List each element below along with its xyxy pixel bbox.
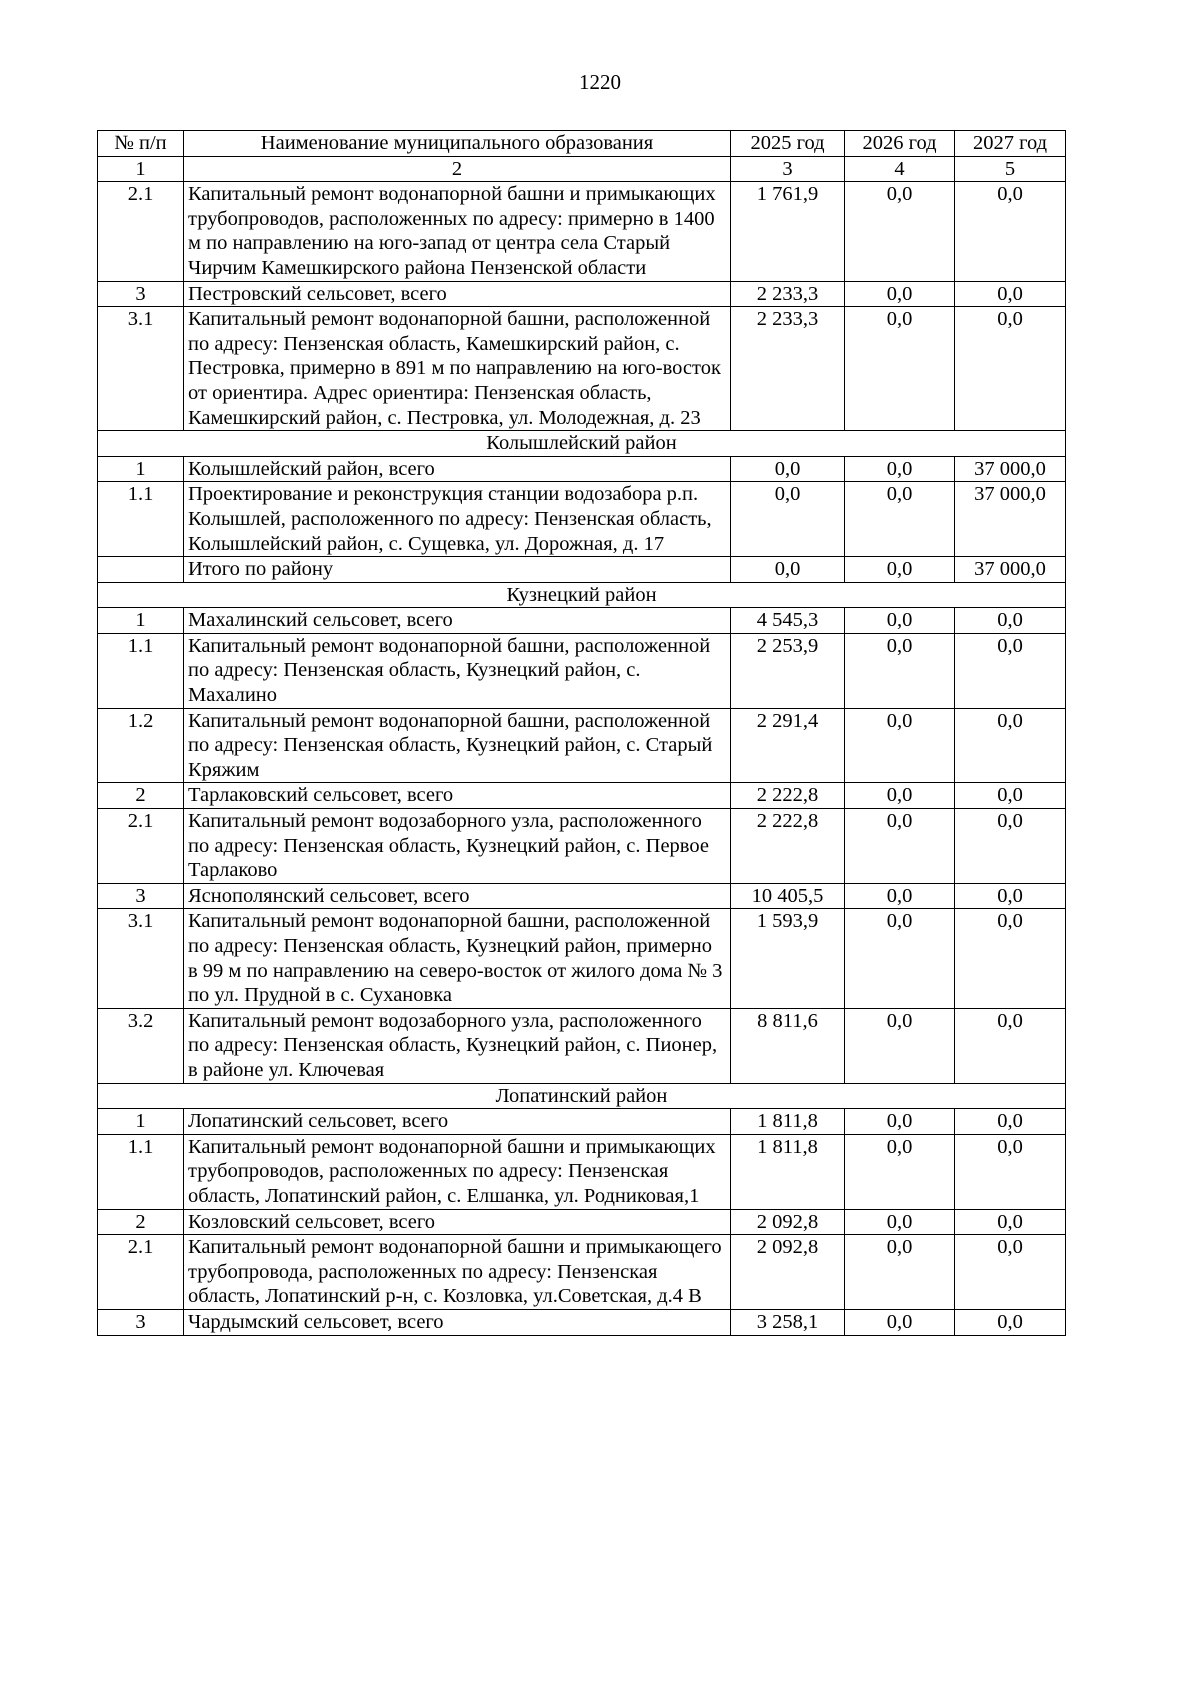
row-value-2027-cell: 0,0 [955,633,1066,708]
table-row [98,1209,1066,1235]
district-section-row [98,582,1066,608]
row-value-2025-cell: 2 291,4 [731,708,845,783]
row-value-2026-cell: 0,0 [845,456,955,482]
table-row [98,909,1066,1008]
row-value-2026-cell: 0,0 [845,809,955,884]
row-value-2025-cell: 0,0 [731,557,845,583]
row-value-2026-cell: 0,0 [845,1309,955,1335]
row-value-2025-cell: 10 405,5 [731,883,845,909]
row-value-2027-cell: 0,0 [955,1209,1066,1235]
row-value-2027-cell: 0,0 [955,307,1066,431]
row-name-cell: Капитальный ремонт водонапорной башни, расположенной по адресу: Пензенская область, Кузнецкий район, примерно в 99 м по направлению на северо-восток от жилого дома № 3 по ул. Прудной в с. Сухановка [184,909,731,1008]
row-value-2025-cell: 0,0 [731,482,845,557]
row-name-cell: Капитальный ремонт водонапорной башни и примыкающих трубопроводов, расположенных по адресу: Пензенская область, Лопатинский район, с. Елшанка, ул. Родниковая,1 [184,1134,731,1209]
row-name-cell: Капитальный ремонт водозаборного узла, расположенного по адресу: Пензенская область, Кузнецкий район, с. Пионер, в районе ул. Ключевая [184,1008,731,1083]
row-value-2025-cell: 2 222,8 [731,783,845,809]
district-section-row [98,1083,1066,1109]
row-name-cell: Тарлаковский сельсовет, всего [184,783,731,809]
row-value-2026-cell: 0,0 [845,608,955,634]
row-number-cell: 2 [98,1209,184,1235]
row-number-cell: 3.2 [98,1008,184,1083]
table-row [98,281,1066,307]
row-value-2025-cell: 1 761,9 [731,182,845,281]
row-value-2026-cell: 0,0 [845,1109,955,1135]
column-number-cell: 2 [184,156,731,182]
row-value-2025-cell: 2 092,8 [731,1235,845,1310]
row-name-cell: Капитальный ремонт водозаборного узла, расположенного по адресу: Пензенская область, Кузнецкий район, с. Первое Тарлаково [184,809,731,884]
row-name-cell: Лопатинский сельсовет, всего [184,1109,731,1135]
row-value-2025-cell: 2 222,8 [731,809,845,884]
row-number-cell: 1 [98,608,184,634]
row-value-2026-cell: 0,0 [845,557,955,583]
row-name-cell: Колышлейский район, всего [184,456,731,482]
row-number-cell: 3.1 [98,307,184,431]
header-cell-name: Наименование муниципального образования [184,131,731,157]
row-value-2025-cell: 1 811,8 [731,1109,845,1135]
row-value-2027-cell: 0,0 [955,883,1066,909]
row-name-cell: Капитальный ремонт водонапорной башни и примыкающих трубопроводов, расположенных по адресу: примерно в 1400 м по направлению на юго-запад от центра села Старый Чирчим Камешкирского района Пензенской области [184,182,731,281]
table-row [98,809,1066,884]
row-value-2025-cell: 2 253,9 [731,633,845,708]
row-value-2027-cell: 37 000,0 [955,456,1066,482]
row-number-cell: 1.1 [98,633,184,708]
page-number: 1220 [579,70,621,94]
row-name-cell: Махалинский сельсовет, всего [184,608,731,634]
table-row [98,557,1066,583]
table-row [98,182,1066,281]
table-row [98,307,1066,431]
column-number-cell: 3 [731,156,845,182]
row-name-cell: Проектирование и реконструкция станции водозабора р.п. Колышлей, расположенного по адресу: Пензенская область, Колышлейский район, с. Сущевка, ул. Дорожная, д. 17 [184,482,731,557]
row-value-2027-cell: 0,0 [955,708,1066,783]
row-number-cell: 2.1 [98,182,184,281]
row-value-2025-cell: 0,0 [731,456,845,482]
district-section-title: Кузнецкий район [98,582,1066,608]
row-value-2026-cell: 0,0 [845,1235,955,1310]
row-number-cell: 2.1 [98,1235,184,1310]
header-cell-2027: 2027 год [955,131,1066,157]
column-number-cell: 5 [955,156,1066,182]
row-name-cell: Яснополянский сельсовет, всего [184,883,731,909]
row-value-2026-cell: 0,0 [845,1134,955,1209]
row-value-2027-cell: 0,0 [955,1109,1066,1135]
row-value-2026-cell: 0,0 [845,1209,955,1235]
row-value-2025-cell: 1 593,9 [731,909,845,1008]
row-value-2027-cell: 0,0 [955,909,1066,1008]
header-cell-2025: 2025 год [731,131,845,157]
row-number-cell: 1 [98,456,184,482]
row-value-2027-cell: 0,0 [955,182,1066,281]
row-value-2026-cell: 0,0 [845,182,955,281]
table-row [98,1008,1066,1083]
row-name-cell: Капитальный ремонт водонапорной башни и примыкающего трубопровода, расположенных по адресу: Пензенская область, Лопатинский р-н, с. Козловка, ул.Советская, д.4 В [184,1235,731,1310]
table-row [98,1109,1066,1135]
row-value-2027-cell: 0,0 [955,783,1066,809]
row-name-cell: Пестровский сельсовет, всего [184,281,731,307]
district-section-title: Лопатинский район [98,1083,1066,1109]
row-value-2025-cell: 8 811,6 [731,1008,845,1083]
row-value-2027-cell: 0,0 [955,1008,1066,1083]
table-body [98,131,1066,1336]
row-value-2027-cell: 37 000,0 [955,482,1066,557]
column-number-cell: 1 [98,156,184,182]
table-row [98,708,1066,783]
row-number-cell: 1 [98,1109,184,1135]
row-name-cell: Капитальный ремонт водонапорной башни, расположенной по адресу: Пензенская область, Камешкирский район, с. Пестровка, примерно в 891 м по направлению на юго-восток от ориентира. Адрес ориентира: Пензенская область, Камешкирский район, с. Пестровка, ул. Молодежная, д. 23 [184,307,731,431]
row-number-cell: 1.1 [98,482,184,557]
header-cell-2026: 2026 год [845,131,955,157]
row-number-cell: 2.1 [98,809,184,884]
table-row [98,1134,1066,1209]
row-value-2026-cell: 0,0 [845,307,955,431]
row-value-2025-cell: 2 233,3 [731,307,845,431]
row-name-cell: Козловский сельсовет, всего [184,1209,731,1235]
row-value-2025-cell: 1 811,8 [731,1134,845,1209]
row-value-2025-cell: 2 092,8 [731,1209,845,1235]
row-value-2026-cell: 0,0 [845,482,955,557]
row-value-2027-cell: 0,0 [955,809,1066,884]
table-row [98,608,1066,634]
row-value-2027-cell: 37 000,0 [955,557,1066,583]
header-cell-number: № п/п [98,131,184,157]
table-row [98,482,1066,557]
district-section-title: Колышлейский район [98,431,1066,457]
row-value-2026-cell: 0,0 [845,281,955,307]
row-number-cell: 1.1 [98,1134,184,1209]
row-number-cell: 1.2 [98,708,184,783]
table-row [98,1235,1066,1310]
row-value-2027-cell: 0,0 [955,1235,1066,1310]
row-number-cell: 3 [98,1309,184,1335]
row-value-2027-cell: 0,0 [955,1309,1066,1335]
row-value-2026-cell: 0,0 [845,708,955,783]
header-row [98,131,1066,157]
table-row [98,783,1066,809]
row-value-2026-cell: 0,0 [845,783,955,809]
table-row [98,883,1066,909]
row-value-2026-cell: 0,0 [845,909,955,1008]
row-value-2027-cell: 0,0 [955,608,1066,634]
row-number-cell: 3 [98,281,184,307]
district-section-row [98,431,1066,457]
table-row [98,633,1066,708]
row-name-cell: Чардымский сельсовет, всего [184,1309,731,1335]
row-value-2026-cell: 0,0 [845,1008,955,1083]
row-name-cell: Итого по району [184,557,731,583]
row-number-cell: 3.1 [98,909,184,1008]
row-value-2025-cell: 2 233,3 [731,281,845,307]
funding-table [97,130,1066,1336]
row-value-2026-cell: 0,0 [845,883,955,909]
row-number-cell [98,557,184,583]
row-name-cell: Капитальный ремонт водонапорной башни, расположенной по адресу: Пензенская область, Кузнецкий район, с. Старый Кряжим [184,708,731,783]
row-value-2025-cell: 4 545,3 [731,608,845,634]
table-row [98,1309,1066,1335]
row-value-2026-cell: 0,0 [845,633,955,708]
column-number-cell: 4 [845,156,955,182]
row-value-2025-cell: 3 258,1 [731,1309,845,1335]
row-value-2027-cell: 0,0 [955,281,1066,307]
row-name-cell: Капитальный ремонт водонапорной башни, расположенной по адресу: Пензенская область, Кузнецкий район, с. Махалино [184,633,731,708]
row-number-cell: 2 [98,783,184,809]
column-number-row [98,156,1066,182]
row-number-cell: 3 [98,883,184,909]
row-value-2027-cell: 0,0 [955,1134,1066,1209]
table-row [98,456,1066,482]
